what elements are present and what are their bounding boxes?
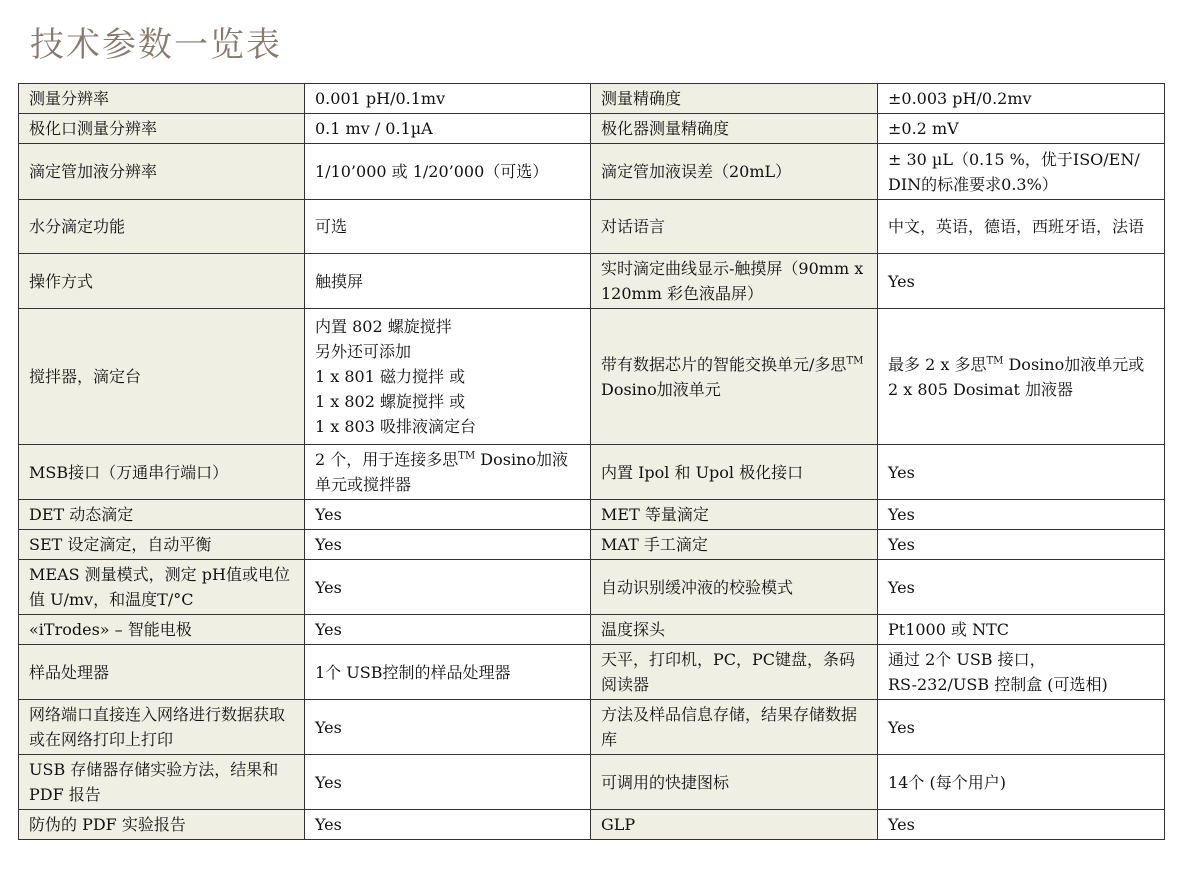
table-row: [19, 700, 1165, 755]
table-row: [19, 810, 1165, 840]
table-row: [19, 445, 1165, 500]
trademark-mark: TM: [458, 450, 476, 462]
spec-label: GLP: [591, 810, 878, 840]
table-row: [19, 200, 1165, 254]
spec-value: Yes: [305, 615, 591, 645]
table-row: [19, 755, 1165, 810]
spec-value: ± 30 µL（0.15 %，优于ISO/EN/ DIN的标准要求0.3%）: [878, 144, 1165, 200]
trademark-mark: TM: [846, 355, 864, 367]
spec-value: 可选: [305, 200, 591, 254]
spec-value: Yes: [878, 810, 1165, 840]
spec-value: 14个 (每个用户): [878, 755, 1165, 810]
spec-value: 最多 2 x 多思™ Dosino加液单元或 2 x 805 Dosimat 加液器: [878, 309, 1165, 445]
spec-label: 带有数据芯片的智能交换单元/多思™ Dosino加液单元: [591, 309, 878, 445]
spec-label: 防伪的 PDF 实验报告: [19, 810, 305, 840]
spec-value: Yes: [305, 530, 591, 560]
spec-label: 温度探头: [591, 615, 878, 645]
spec-value: 触摸屏: [305, 254, 591, 309]
spec-label: 实时滴定曲线显示-触摸屏（90mm x 120mm 彩色液晶屏）: [591, 254, 878, 309]
spec-value: Yes: [878, 530, 1165, 560]
spec-value: 1/10’000 或 1/20’000（可选）: [305, 144, 591, 200]
table-row: [19, 615, 1165, 645]
spec-value: Yes: [878, 560, 1165, 615]
spec-value: Yes: [305, 700, 591, 755]
spec-label: 自动识别缓冲液的校验模式: [591, 560, 878, 615]
spec-value: Yes: [305, 500, 591, 530]
page-title: 技术参数一览表: [30, 25, 282, 65]
spec-value: Yes: [878, 254, 1165, 309]
spec-label: 测量精确度: [591, 84, 878, 114]
spec-label: SET 设定滴定，自动平衡: [19, 530, 305, 560]
spec-label: MEAS 测量模式，测定 pH值或电位值 U/mv，和温度T/°C: [19, 560, 305, 615]
spec-value: Yes: [305, 755, 591, 810]
table-row: [19, 309, 1165, 445]
spec-label: 样品处理器: [19, 645, 305, 700]
spec-label: 操作方式: [19, 254, 305, 309]
spec-table-body: [19, 84, 1165, 840]
spec-label: MAT 手工滴定: [591, 530, 878, 560]
spec-label: 天平，打印机，PC，PC键盘，条码阅读器: [591, 645, 878, 700]
spec-label: 方法及样品信息存储，结果存储数据库: [591, 700, 878, 755]
spec-value: 2 个，用于连接多思™ Dosino加液单元或搅拌器: [305, 445, 591, 500]
spec-label: 极化器测量精确度: [591, 114, 878, 144]
spec-value: Yes: [878, 445, 1165, 500]
spec-label: 搅拌器，滴定台: [19, 309, 305, 445]
table-row: [19, 645, 1165, 700]
table-row: [19, 144, 1165, 200]
spec-label: DET 动态滴定: [19, 500, 305, 530]
table-row: [19, 530, 1165, 560]
spec-value: 内置 802 螺旋搅拌 另外还可添加 1 x 801 磁力搅拌 或 1 x 802 螺旋搅拌 或 1 x 803 吸排液滴定台: [305, 309, 591, 445]
spec-label: 对话语言: [591, 200, 878, 254]
spec-value: ±0.003 pH/0.2mv: [878, 84, 1165, 114]
spec-label: 网络端口直接连入网络进行数据获取或在网络打印上打印: [19, 700, 305, 755]
spec-label: MET 等量滴定: [591, 500, 878, 530]
spec-value: 0.1 mv / 0.1µA: [305, 114, 591, 144]
spec-value: Yes: [305, 810, 591, 840]
spec-label: MSB接口（万通串行端口）: [19, 445, 305, 500]
table-row: [19, 84, 1165, 114]
spec-label: USB 存储器存储实验方法，结果和 PDF 报告: [19, 755, 305, 810]
spec-table: [18, 83, 1165, 840]
spec-value: Yes: [305, 560, 591, 615]
spec-label: 滴定管加液分辨率: [19, 144, 305, 200]
table-row: [19, 500, 1165, 530]
spec-label: «iTrodes» – 智能电极: [19, 615, 305, 645]
table-row: [19, 560, 1165, 615]
spec-value: Pt1000 或 NTC: [878, 615, 1165, 645]
spec-label: 可调用的快捷图标: [591, 755, 878, 810]
spec-label: 滴定管加液误差（20mL）: [591, 144, 878, 200]
spec-label: 极化口测量分辨率: [19, 114, 305, 144]
spec-label: 内置 Ipol 和 Upol 极化接口: [591, 445, 878, 500]
spec-value: 1个 USB控制的样品处理器: [305, 645, 591, 700]
trademark-mark: TM: [986, 355, 1004, 367]
spec-value: Yes: [878, 500, 1165, 530]
spec-label: 水分滴定功能: [19, 200, 305, 254]
table-row: [19, 114, 1165, 144]
spec-value: 0.001 pH/0.1mv: [305, 84, 591, 114]
spec-value: Yes: [878, 700, 1165, 755]
spec-value: 通过 2个 USB 接口， RS-232/USB 控制盒 (可选相): [878, 645, 1165, 700]
spec-label: 测量分辨率: [19, 84, 305, 114]
spec-value: ±0.2 mV: [878, 114, 1165, 144]
spec-value: 中文，英语，德语，西班牙语，法语: [878, 200, 1165, 254]
table-row: [19, 254, 1165, 309]
